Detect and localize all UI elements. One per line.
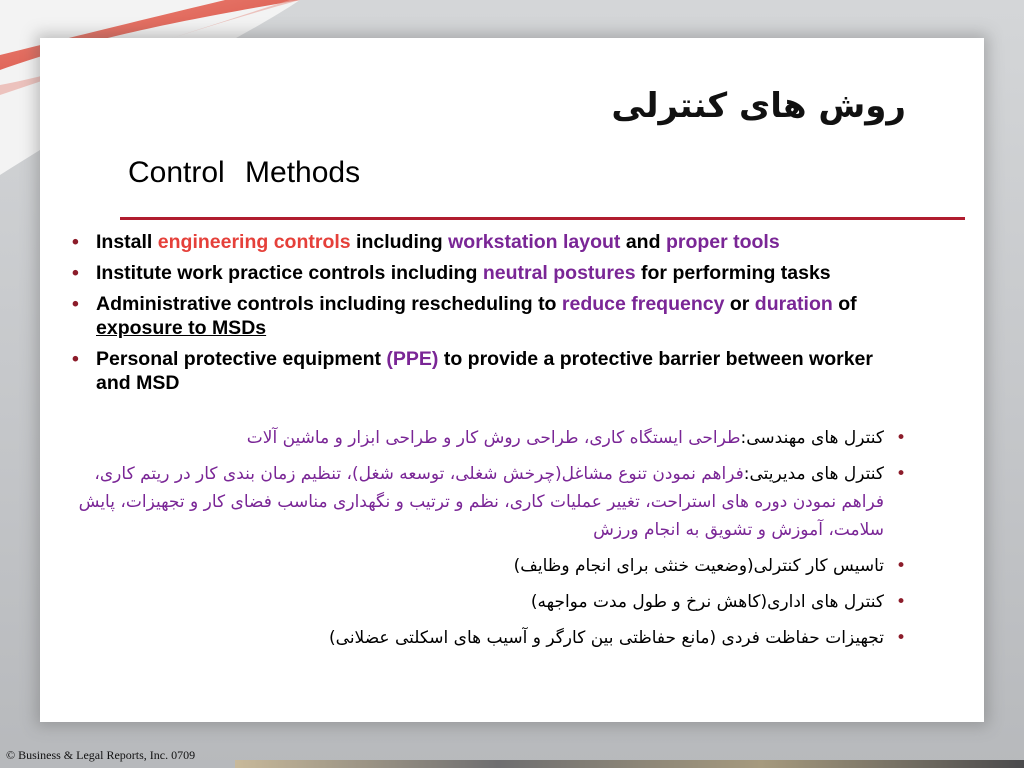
bullet-text-segment: including	[350, 231, 449, 253]
bullet-text-segment: تجهیزات حفاظت فردی (مانع حفاظتی بین کارگر و آسیب های اسکلتی عضلانی)	[329, 628, 884, 648]
bullet-text-segment: Personal protective equipment	[96, 348, 387, 370]
bullet-icon: •	[895, 556, 906, 576]
bullet-text-segment: for performing tasks	[635, 262, 831, 284]
title-divider-line	[120, 217, 965, 220]
english-bullet-item	[72, 230, 912, 254]
english-bullet-item	[72, 261, 912, 285]
bullet-text-segment: فراهم نمودن تنوع مشاغل(چرخش شغلی، توسعه شغل)، تنظیم زمان بندی کار در ریتم کاری، فراهم نمودن دوره های استراحت، تغییر عملیات کاری، نظم و ترتیب و نگهداری مناسب فضای کار و تجهیزات، پایش سلامت، آموزش و تشویق به انجام ورزش	[78, 464, 884, 540]
persian-bullet-item	[76, 624, 906, 652]
bullet-icon: •	[895, 628, 906, 648]
bullet-text-segment: neutral postures	[482, 262, 636, 284]
persian-bullet-item	[76, 588, 906, 616]
bottom-photo-strip	[235, 760, 1024, 768]
persian-bullet-item	[76, 424, 906, 452]
bullet-icon: •	[72, 262, 79, 284]
bullet-icon: •	[72, 348, 79, 370]
bullet-text-segment: طراحی ایستگاه کاری، طراحی روش کار و طراحی ابزار و ماشین آلات	[246, 428, 741, 448]
bullet-text-segment: (PPE)	[386, 348, 439, 370]
bullet-text-segment: duration	[754, 293, 833, 315]
bullet-text-segment: exposure to MSDs	[96, 317, 267, 339]
english-bullet-list	[72, 230, 912, 402]
english-slide-title: Control Methods	[128, 156, 361, 189]
bullet-text-segment: reduce frequency	[561, 293, 725, 315]
bullet-text-segment: workstation layout	[448, 231, 621, 253]
bullet-text-segment: of	[832, 293, 857, 315]
bullet-text-segment: Institute work practice controls including	[96, 262, 483, 284]
bullet-icon: •	[72, 293, 79, 315]
english-bullet-item	[72, 292, 912, 340]
persian-bullet-list	[76, 424, 906, 660]
copyright-footer: © Business & Legal Reports, Inc. 0709	[6, 748, 196, 762]
bullet-text-segment: کنترل های اداری(کاهش نرخ و طول مدت مواجهه)	[530, 592, 884, 612]
persian-bullet-item	[76, 552, 906, 580]
bullet-icon: •	[895, 464, 906, 484]
english-bullet-item	[72, 347, 912, 395]
bullet-text-segment: کنترل های مدیریتی:	[743, 464, 884, 484]
bullet-text-segment: and	[620, 231, 666, 253]
persian-slide-title: روش های کنترلی	[611, 86, 906, 126]
bullet-text-segment: or	[724, 293, 755, 315]
bullet-text-segment: Administrative controls including rescheduling to	[96, 293, 562, 315]
bullet-text-segment: to provide a protective barrier between worker and MSD	[96, 348, 873, 394]
persian-bullet-item	[76, 460, 906, 544]
bullet-text-segment: proper tools	[665, 231, 780, 253]
bullet-text-segment: کنترل های مهندسی:	[740, 428, 884, 448]
bullet-icon: •	[895, 428, 906, 448]
bullet-text-segment: تاسیس کار کنترلی(وضعیت خنثی برای انجام وظایف)	[513, 556, 884, 576]
bullet-text-segment: Install	[96, 231, 158, 253]
bullet-icon: •	[72, 231, 79, 253]
bullet-icon: •	[895, 592, 906, 612]
bullet-text-segment: engineering controls	[157, 231, 351, 253]
